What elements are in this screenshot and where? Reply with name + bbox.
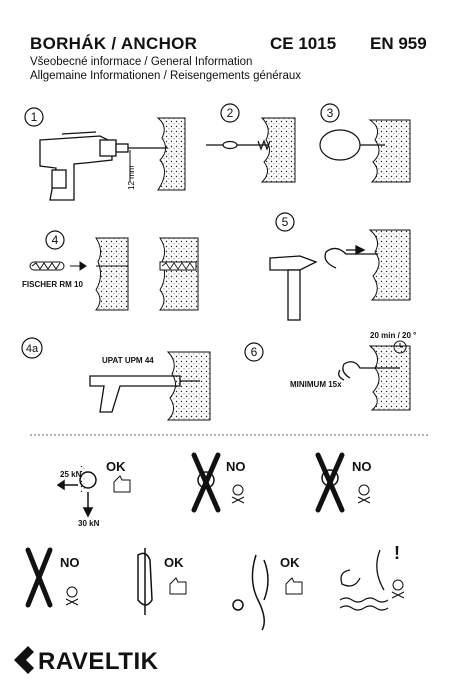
en-standard: EN 959 — [370, 34, 427, 53]
cure-rock — [370, 346, 410, 410]
no-label-3: NO — [60, 555, 80, 570]
step-2-number: 2 — [226, 106, 234, 120]
hammer-icon — [270, 256, 316, 320]
warning-mark: ! — [394, 543, 400, 563]
resin-rock-1 — [96, 238, 128, 310]
thumbs-up-icon-3 — [286, 578, 302, 594]
thumbs-up-icon-1 — [114, 476, 130, 492]
blow-rock — [370, 120, 410, 182]
step-6-number: 6 — [250, 345, 258, 359]
step-1-number: 1 — [30, 110, 38, 124]
quickdraw-rope-icon — [233, 555, 268, 630]
upat-label: UPAT UPM 44 — [102, 356, 154, 365]
force-side-label: 25 kN — [60, 470, 82, 479]
resin-rock-2 — [160, 238, 198, 310]
ok-label-2: OK — [164, 555, 184, 570]
brush-icon — [206, 141, 270, 149]
raveltik-logo-icon — [14, 646, 34, 674]
skull-icon-3 — [66, 587, 78, 605]
drill-depth-label: 12 mm — [127, 165, 136, 190]
x-cross-1 — [194, 455, 218, 510]
thumbs-up-icon-2 — [170, 578, 186, 594]
step-4a-number: 4a — [25, 343, 39, 355]
title: BORHÁK / ANCHOR — [30, 34, 198, 53]
skull-icon-2 — [358, 485, 370, 503]
blow-pump-icon — [320, 130, 385, 160]
minimum-label: MINIMUM 15x — [290, 380, 342, 389]
brand-name: RAVELTIK — [38, 648, 159, 675]
x-cross-3 — [28, 550, 50, 605]
carabiner-icon — [138, 548, 152, 615]
no-label-2: NO — [352, 459, 372, 474]
resin-capsule-icon — [30, 262, 86, 270]
drill-rock — [158, 118, 185, 190]
skull-icon-1 — [232, 485, 244, 503]
cure-time-label: 20 min / 20 ° — [370, 331, 417, 340]
hammer-anchor — [325, 246, 378, 268]
skull-icon-4 — [392, 580, 404, 598]
water-anchor-icon — [340, 550, 388, 610]
subtitle-german: Allgemaine Informationen / Reisengements généraux — [30, 70, 302, 82]
ok-label-1: OK — [106, 459, 126, 474]
no-label-1: NO — [226, 459, 246, 474]
step-5-number: 5 — [281, 215, 289, 229]
step-3-number: 3 — [326, 106, 334, 120]
step-4-number: 4 — [51, 233, 59, 247]
fischer-label: FISCHER RM 10 — [22, 280, 83, 289]
ce-mark: CE 1015 — [270, 34, 337, 53]
x-cross-2 — [318, 455, 342, 510]
subtitle-czech: Všeobecné informace / General Information — [30, 56, 253, 68]
force-down-label: 30 kN — [78, 519, 100, 528]
drill-icon — [40, 132, 168, 200]
ok-label-3: OK — [280, 555, 300, 570]
hammer-rock — [370, 230, 410, 300]
